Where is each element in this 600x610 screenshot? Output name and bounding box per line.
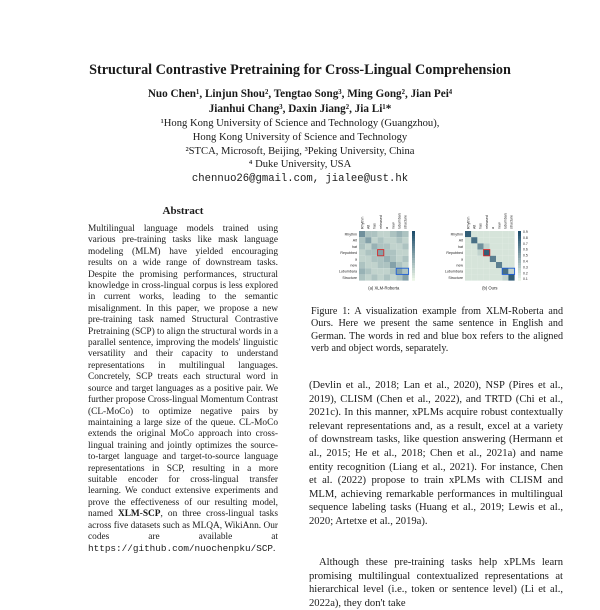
left-heatmap-cell [359,256,365,262]
right-colorbar-segment [518,246,521,249]
abstract-text-a: Multilingual language models trained using various pre-training tasks like mask language modeling (MLM) have yielded encouraging results on a wide range of downstream tasks. Despite the promising performances, structural knowledge in cross-lingual corpus is less explored in current works, leading to the semantic misalignment. In this paper, we propose a new pre-training task named Structural Contrastive Pretraining (SCP) to align the structural words in a parallel sentence, improving the models' linguistic versatility and their capacity to understand representations in multilingual languages. Concretely, SCP treats each structural word in source and target languages as a positive pair. We further propose Cross-lingual Momentum Contrast (CL-MoCo) to optimize negative pairs by maintaining a large size of the queue. CL-MoCo extends the original MoCo approach into cross-lingual training and jointly optimizes the source-to-target language and target-to-source language representations in SCP, resulting in a more suitable encoder for cross-lingual transfer learning. We conduct extensive experiments and prove the effectiveness of our resulting model, named [88,224,278,520]
right-heatmap-cell [502,274,508,280]
colorbar-tick-label: 0.5 [523,253,528,258]
colorbar-tick-label: 0.1 [523,277,528,282]
right-colorbar-segment [518,273,521,276]
left-colorbar-segment [412,236,415,239]
colorbar-tick-label: 0.9 [523,230,528,234]
model-name: XLM-SCP [117,509,161,520]
left-heatmap-cell [365,268,371,274]
right-heatmap-cell [502,237,508,243]
left-heatmap-row-label: Repubbed [340,251,357,256]
left-heatmap-row-label: new [350,263,357,268]
right-colorbar-segment [518,241,521,244]
left-heatmap-cell [371,237,377,243]
right-heatmap-cell [484,274,490,280]
left-colorbar-segment [412,233,415,236]
left-heatmap-cell [359,237,365,243]
right-heatmap-cell [484,243,490,249]
right-colorbar-segment [518,243,521,246]
left-heatmap-row-label: Alt [352,238,357,243]
right-heatmap-cell [465,237,471,243]
right-heatmap-cell [502,231,508,237]
right-heatmap-cell [465,274,471,280]
right-colorbar-segment [518,278,521,281]
right-colorbar-segment [518,258,521,261]
left-heatmap-row-label: a [355,257,357,262]
right-heatmap-row-label: hat [458,244,463,249]
left-heatmap-cell [378,243,384,249]
left-heatmap-cell [371,250,377,256]
right-heatmap-cell [477,243,483,249]
right-colorbar-segment [518,236,521,239]
left-colorbar-segment [412,268,415,271]
left-heatmap-row-label: Rhythm [344,232,357,237]
left-colorbar-segment [412,256,415,259]
left-heatmap-col-label: Alt [366,224,371,229]
right-heatmap-cell [465,268,471,274]
right-heatmap-cell [477,262,483,268]
left-heatmap-cell [371,262,377,268]
right-heatmap-cell [471,268,477,274]
left-heatmap-cell [402,250,408,256]
abstract-heading: Abstract [162,205,204,217]
right-heatmap-cell [496,231,502,237]
left-colorbar-segment [412,266,415,269]
right-colorbar-segment [518,256,521,259]
right-heatmap-cell [502,243,508,249]
affiliation-3: ²STCA, Microsoft, Beijing, ³Peking University, China [185,146,415,157]
colorbar-tick-label: 0.7 [523,241,528,246]
right-heatmap-cell [484,250,490,256]
right-heatmap-col-label: a [491,227,496,229]
right-heatmap-cell [465,250,471,256]
right-heatmap-cell [465,243,471,249]
right-colorbar-segment [518,253,521,256]
left-heatmap-col-label: structure [403,215,408,229]
right-heatmap-cell [490,250,496,256]
left-heatmap-cell [365,250,371,256]
colorbar-tick-label: 0.8 [523,235,528,240]
left-colorbar-segment [412,273,415,276]
left-heatmap-cell [384,237,390,243]
left-heatmap-cell [378,237,384,243]
abstract-text [88,224,278,556]
left-heatmap-cell [402,274,408,280]
right-heatmap-cell [471,231,477,237]
authors-line-1: Nuo Chen¹, Linjun Shou², Tengtao Song³, Ming Gong², Jian Pei⁴ [147,88,453,100]
left-colorbar-segment [412,231,415,234]
right-heatmap-cell [496,256,502,262]
right-heatmap-cell [502,250,508,256]
authors-line-2: Jianhui Chang³, Daxin Jiang², Jia Li¹* [208,103,392,115]
left-colorbar-segment [412,263,415,266]
right-heatmap-cell [477,231,483,237]
left-heatmap-cell [359,274,365,280]
right-colorbar-segment [518,248,521,251]
left-colorbar-segment [412,271,415,274]
paper-title: Structural Contrastive Pretraining for Cross-Lingual Comprehension [89,62,511,78]
right-heatmap-row-label: Structure [448,275,463,280]
right-colorbar-segment [518,231,521,234]
right-heatmap-cell [496,268,502,274]
left-heatmap-col-label: has [372,223,377,229]
left-heatmap-cell [402,237,408,243]
right-heatmap-col-label: has [478,223,483,229]
left-colorbar-segment [412,261,415,264]
abstract-end: . [273,544,276,555]
figure-1 [323,213,555,297]
right-heatmap-cell [477,268,483,274]
right-heatmap-cell [490,256,496,262]
right-heatmap-col-label: released [484,215,489,229]
left-heatmap-cell [384,274,390,280]
left-heatmap-row-label: Structure [342,275,357,280]
colorbar-tick-label: 0.4 [523,259,528,264]
left-heatmap-cell [384,231,390,237]
right-colorbar-segment [518,268,521,271]
right-heatmap-cell [465,256,471,262]
left-heatmap-cell [396,243,402,249]
right-heatmap-cell [490,274,496,280]
right-heatmap-row-label: Alt [458,238,463,243]
left-heatmap-cell [402,243,408,249]
left-heatmap-cell [371,256,377,262]
right-heatmap-cell [496,237,502,243]
right-heatmap-cell [508,250,514,256]
left-heatmap-col-label: Rhythm [360,216,365,229]
left-heatmap-cell [365,243,371,249]
right-heatmap-cell [508,237,514,243]
left-heatmap-cell [378,262,384,268]
right-heatmap-cell [477,256,483,262]
left-heatmap-cell [384,268,390,274]
right-heatmap-cell [477,237,483,243]
colorbar-tick-label: 0.2 [523,271,528,276]
left-heatmap-cell [402,262,408,268]
right-heatmap-row-label: Lubumbara [444,269,463,274]
left-heatmap-cell [359,268,365,274]
left-heatmap-cell [396,250,402,256]
right-heatmap-cell [477,250,483,256]
left-heatmap-col-label: new [391,222,396,229]
author-emails: chennuo26@gmail.com, jialee@ust.hk [191,173,409,185]
right-heatmap-cell [508,231,514,237]
colorbar-tick-label: 0.3 [523,265,528,270]
right-heatmap-row-label: a [461,257,463,262]
right-heatmap-cell [471,237,477,243]
right-heatmap-cell [496,274,502,280]
left-heatmap-cell [365,274,371,280]
right-colorbar-segment [518,276,521,279]
left-heatmap-cell [396,268,402,274]
left-heatmap-cell [390,268,396,274]
right-heatmap-label: (b) Ours [482,285,498,291]
left-heatmap-cell [396,262,402,268]
affiliation-4: ⁴ Duke University, USA [248,159,352,170]
right-heatmap-cell [465,231,471,237]
left-colorbar-segment [412,258,415,261]
right-heatmap-cell [508,243,514,249]
right-heatmap-cell [490,268,496,274]
right-heatmap-cell [471,243,477,249]
right-heatmap-cell [496,250,502,256]
left-heatmap-cell [359,250,365,256]
right-heatmap-cell [508,262,514,268]
left-colorbar-segment [412,278,415,281]
right-heatmap-cell [490,231,496,237]
left-heatmap-cell [402,231,408,237]
left-heatmap-cell [396,237,402,243]
left-heatmap-cell [378,274,384,280]
left-heatmap-cell [371,274,377,280]
right-colorbar-segment [518,266,521,269]
code-link[interactable]: https://github.com/nuochenpku/SCP [88,543,274,555]
left-heatmap-cell [365,262,371,268]
affiliation-1: ¹Hong Kong University of Science and Technology (Guangzhou), [160,118,440,129]
left-heatmap-col-label: lubumbara [397,213,402,229]
left-heatmap-cell [365,231,371,237]
left-heatmap-cell [390,274,396,280]
left-heatmap-cell [390,262,396,268]
body-paragraph-1: (Devlin et al., 2018; Lan et al., 2020), NSP (Pires et al., 2019), CLISM (Chen et al., 2022), and TRTD (Chi et al., 2021c). In this manner, xPLMs acquire robust contextually relevant representations and, as a result, excel at a variety of downstream tasks, like question answering (Hermann et al., 2015; He et al., 2018; Chen et al., 2021a) and name entity recognition (Liang et al., 2021). For instance, Chen et al. (2022) propose to train xPLMs with CLISM and MLM, achieving remarkable performances in multilingual sequence labeling tasks (Huang et al., 2019; Lewis et al., 2020; Artetxe et al., 2019a). [309,380,563,527]
left-colorbar-segment [412,251,415,254]
left-heatmap-cell [390,243,396,249]
body-paragraph-2: Although these pre-training tasks help xPLMs learn promising multilingual contextualized representations at hierarchical level (i.e., token or sentence level) (Li et al., 2022a), they don't take [309,557,563,609]
left-heatmap-cell [384,243,390,249]
left-heatmap-label: (a) XLM-Roberta [368,285,400,291]
left-heatmap-cell [402,268,408,274]
left-heatmap-col-label: a [385,227,390,229]
right-colorbar-segment [518,233,521,236]
left-heatmap-col-label: released [378,215,383,229]
left-colorbar-segment [412,253,415,256]
left-heatmap-cell [371,268,377,274]
abstract-text-b: , on three cross-lingual tasks across five datasets such as MLQA, WikiAnn. Our codes are available at [88,509,278,542]
left-colorbar-segment [412,243,415,246]
left-colorbar-segment [412,248,415,251]
left-heatmap-cell [402,256,408,262]
right-heatmap-cell [484,256,490,262]
right-heatmap-cell [471,274,477,280]
right-heatmap-col-label: new [497,222,502,229]
left-heatmap-cell [384,250,390,256]
affiliation-2: Hong Kong University of Science and Technology [192,132,408,143]
left-heatmap-cell [359,262,365,268]
left-heatmap-cell [365,256,371,262]
figure-caption: Figure 1: A visualization example from XLM-Roberta and Ours. Here we present the same sentence in English and German. The words in red and blue box refers to the aligned verb and object words, separately. [311,306,563,355]
left-colorbar-segment [412,238,415,241]
right-heatmap-cell [484,268,490,274]
right-heatmap-row-label: Repubbed [446,251,463,256]
right-heatmap-cell [502,262,508,268]
heatmap-figure [323,213,555,297]
colorbar-tick-label: 0.6 [523,247,528,252]
left-heatmap-cell [390,256,396,262]
left-heatmap-cell [396,274,402,280]
right-heatmap-cell [490,243,496,249]
right-heatmap-cell [508,268,514,274]
left-heatmap-row-label: hat [352,244,357,249]
left-heatmap-cell [365,237,371,243]
right-heatmap-col-label: Alt [472,224,477,229]
right-colorbar-segment [518,238,521,241]
right-heatmap-row-label: Rhythm [450,232,463,237]
left-heatmap-cell [390,250,396,256]
left-colorbar-segment [412,241,415,244]
right-heatmap-col-label: structure [509,215,514,229]
right-heatmap-cell [502,268,508,274]
left-colorbar-segment [412,276,415,279]
right-heatmap-cell [484,231,490,237]
left-heatmap-cell [359,231,365,237]
left-heatmap-cell [390,231,396,237]
right-heatmap-cell [471,262,477,268]
right-heatmap-cell [490,262,496,268]
right-heatmap-cell [502,256,508,262]
left-colorbar-segment [412,246,415,249]
right-heatmap-cell [484,237,490,243]
right-heatmap-cell [490,237,496,243]
left-heatmap-cell [378,250,384,256]
left-heatmap-cell [371,231,377,237]
right-heatmap-cell [508,256,514,262]
right-heatmap-cell [508,274,514,280]
right-heatmap-cell [477,274,483,280]
left-heatmap-cell [390,237,396,243]
right-colorbar-segment [518,251,521,254]
left-heatmap-cell [396,256,402,262]
right-heatmap-cell [471,256,477,262]
left-heatmap-cell [359,243,365,249]
left-heatmap-cell [396,231,402,237]
right-colorbar-segment [518,263,521,266]
left-heatmap-row-label: Lubumbara [338,269,357,274]
left-heatmap-cell [378,231,384,237]
right-heatmap-col-label: lubumbara [503,213,508,229]
left-heatmap-cell [371,243,377,249]
left-heatmap-cell [384,256,390,262]
right-colorbar-segment [518,261,521,264]
left-heatmap-cell [378,256,384,262]
right-heatmap-cell [484,262,490,268]
left-heatmap-cell [378,268,384,274]
right-heatmap-cell [496,262,502,268]
right-heatmap-cell [496,243,502,249]
right-heatmap-cell [465,262,471,268]
left-heatmap-cell [384,262,390,268]
right-colorbar-segment [518,271,521,274]
right-heatmap-col-label: Rhythm [466,216,471,229]
right-heatmap-row-label: new [456,263,463,268]
right-heatmap-cell [471,250,477,256]
